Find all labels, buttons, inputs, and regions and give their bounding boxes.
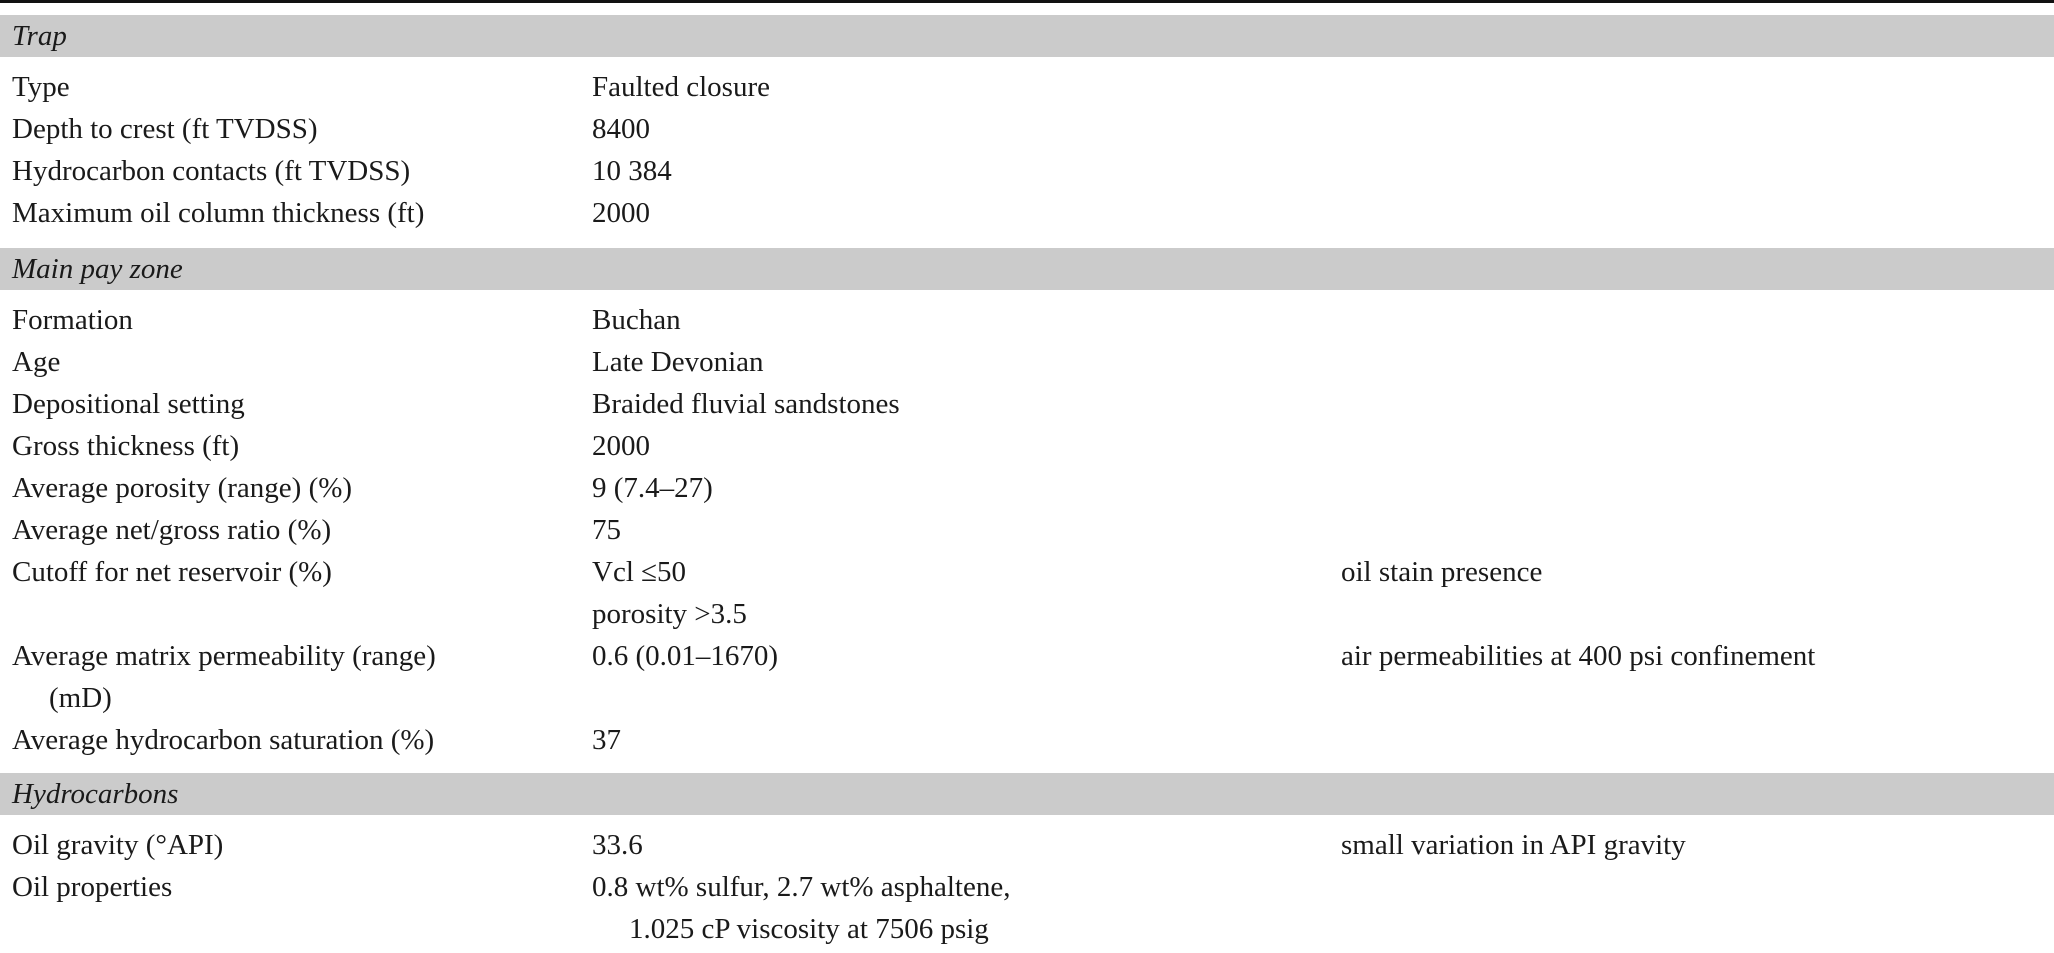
row-label: Gross thickness (ft) [12, 430, 240, 462]
row-value: 10 384 [592, 155, 672, 187]
row-value: 0.8 wt% sulfur, 2.7 wt% asphaltene, [592, 871, 1011, 903]
row-value-continued: 1.025 cP viscosity at 7506 psig [629, 913, 989, 945]
row-value: Late Devonian [592, 346, 764, 378]
row-label: Average porosity (range) (%) [12, 472, 353, 504]
row-note: small variation in API gravity [1341, 829, 1686, 861]
row-value-continued: porosity >3.5 [592, 598, 747, 630]
row-value: 75 [592, 514, 621, 546]
row-label: Depth to crest (ft TVDSS) [12, 113, 318, 145]
row-value: 2000 [592, 197, 650, 229]
row-value: Vcl ≤50 [592, 556, 687, 588]
section-header-main-pay-zone: Main pay zone [0, 248, 2054, 290]
row-value: 9 (7.4–27) [592, 472, 713, 504]
row-value: 37 [592, 724, 621, 756]
row-note: oil stain presence [1341, 556, 1543, 588]
row-value: 2000 [592, 430, 650, 462]
row-label: Age [12, 346, 61, 378]
row-label: Maximum oil column thickness (ft) [12, 197, 425, 229]
table-top-rule [0, 0, 2054, 3]
row-label: Depositional setting [12, 388, 245, 420]
row-label: Hydrocarbon contacts (ft TVDSS) [12, 155, 411, 187]
row-label: Average matrix permeability (range) [12, 640, 436, 672]
row-label: Oil properties [12, 871, 173, 903]
row-label: Oil gravity (°API) [12, 829, 224, 861]
row-value: Braided fluvial sandstones [592, 388, 900, 420]
row-note: air permeabilities at 400 psi confinement [1341, 640, 1816, 672]
row-value: Faulted closure [592, 71, 770, 103]
section-header-hydrocarbons: Hydrocarbons [0, 773, 2054, 815]
row-value: 0.6 (0.01–1670) [592, 640, 779, 672]
row-label: Cutoff for net reservoir (%) [12, 556, 332, 588]
row-value: Buchan [592, 304, 681, 336]
row-label-continued: (mD) [49, 682, 112, 714]
row-label: Formation [12, 304, 133, 336]
row-label: Average hydrocarbon saturation (%) [12, 724, 435, 756]
row-label: Average net/gross ratio (%) [12, 514, 332, 546]
row-value: 33.6 [592, 829, 643, 861]
section-header-trap: Trap [0, 15, 2054, 57]
row-value: 8400 [592, 113, 650, 145]
row-label: Type [12, 71, 70, 103]
